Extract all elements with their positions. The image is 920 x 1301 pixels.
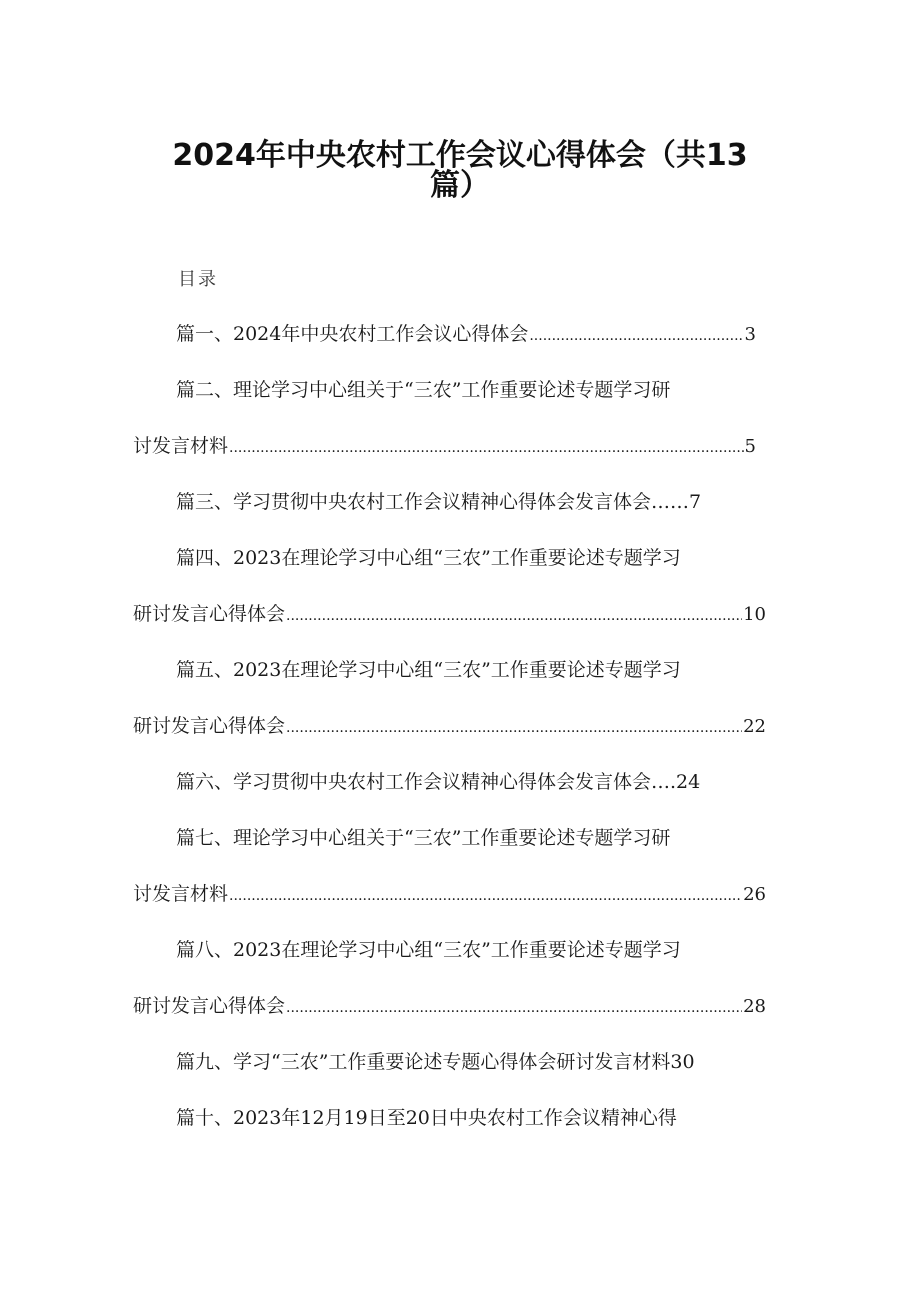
toc-entry-4-continuation[interactable] — [133, 599, 766, 629]
toc-entry-2-continuation[interactable] — [133, 431, 756, 461]
toc-entry-5[interactable] — [176, 655, 681, 685]
toc-entry-2-cont-text: 讨发言材料 — [133, 435, 229, 457]
toc-leader-dots — [286, 993, 742, 1023]
toc-entry-4-title: 篇四、2023在理论学习中心组“三农”工作重要论述专题学习 — [176, 547, 681, 569]
toc-entry-2-title: 篇二、理论学习中心组关于“三农”工作重要论述专题学习研 — [176, 379, 671, 401]
toc-entry-8[interactable] — [176, 935, 681, 965]
document-title-line-1: 2024年中央农村工作会议心得体会（共13 — [172, 138, 748, 173]
toc-entry-4-cont-text: 研讨发言心得体会 — [133, 603, 286, 625]
toc-entry-9-title: 篇九、学习“三农”工作重要论述专题心得体会研讨发言材料30 — [176, 1051, 695, 1073]
document-title-line-2: 篇） — [430, 168, 490, 203]
toc-entry-5-title: 篇五、2023在理论学习中心组“三农”工作重要论述专题学习 — [176, 659, 681, 681]
toc-leader-dots — [229, 881, 742, 911]
toc-entry-4[interactable] — [176, 543, 681, 573]
toc-entry-5-page: 22 — [743, 716, 766, 737]
toc-entry-6[interactable] — [176, 767, 700, 797]
toc-entry-1[interactable] — [176, 319, 756, 349]
toc-entry-7-cont-text: 讨发言材料 — [133, 883, 229, 905]
toc-entry-7[interactable] — [176, 823, 670, 853]
toc-entry-1-page: 3 — [744, 324, 756, 345]
toc-entry-4-page: 10 — [743, 604, 766, 625]
toc-entry-8-page: 28 — [743, 996, 766, 1017]
toc-entry-7-continuation[interactable] — [133, 879, 766, 909]
toc-leader-dots — [286, 601, 742, 631]
toc-entry-8-title: 篇八、2023在理论学习中心组“三农”工作重要论述专题学习 — [176, 939, 681, 961]
toc-leader-dots — [529, 321, 743, 351]
toc-entry-8-continuation[interactable] — [133, 991, 766, 1021]
toc-entry-9[interactable] — [176, 1047, 695, 1077]
toc-entry-10-title: 篇十、2023年12月19日至20日中央农村工作会议精神心得 — [176, 1107, 677, 1129]
toc-entry-7-title: 篇七、理论学习中心组关于“三农”工作重要论述专题学习研 — [176, 827, 671, 849]
toc-entry-7-page: 26 — [743, 884, 766, 905]
toc-entry-3-title: 篇三、学习贯彻中央农村工作会议精神心得体会发言体会……7 — [176, 491, 702, 513]
toc-entry-1-title: 篇一、2024年中央农村工作会议心得体会 — [176, 323, 529, 345]
toc-entry-8-cont-text: 研讨发言心得体会 — [133, 995, 286, 1017]
toc-leader-dots — [286, 713, 742, 743]
toc-entry-2-page: 5 — [744, 436, 756, 457]
toc-entry-2[interactable] — [176, 375, 670, 405]
toc-entry-10[interactable] — [176, 1103, 677, 1133]
toc-entry-3[interactable] — [176, 487, 701, 517]
toc-entry-5-cont-text: 研讨发言心得体会 — [133, 715, 286, 737]
toc-entry-5-continuation[interactable] — [133, 711, 766, 741]
toc-heading: 目录 — [178, 269, 218, 290]
toc-entry-6-title: 篇六、学习贯彻中央农村工作会议精神心得体会发言体会….24 — [176, 771, 701, 793]
toc-leader-dots — [229, 433, 744, 463]
